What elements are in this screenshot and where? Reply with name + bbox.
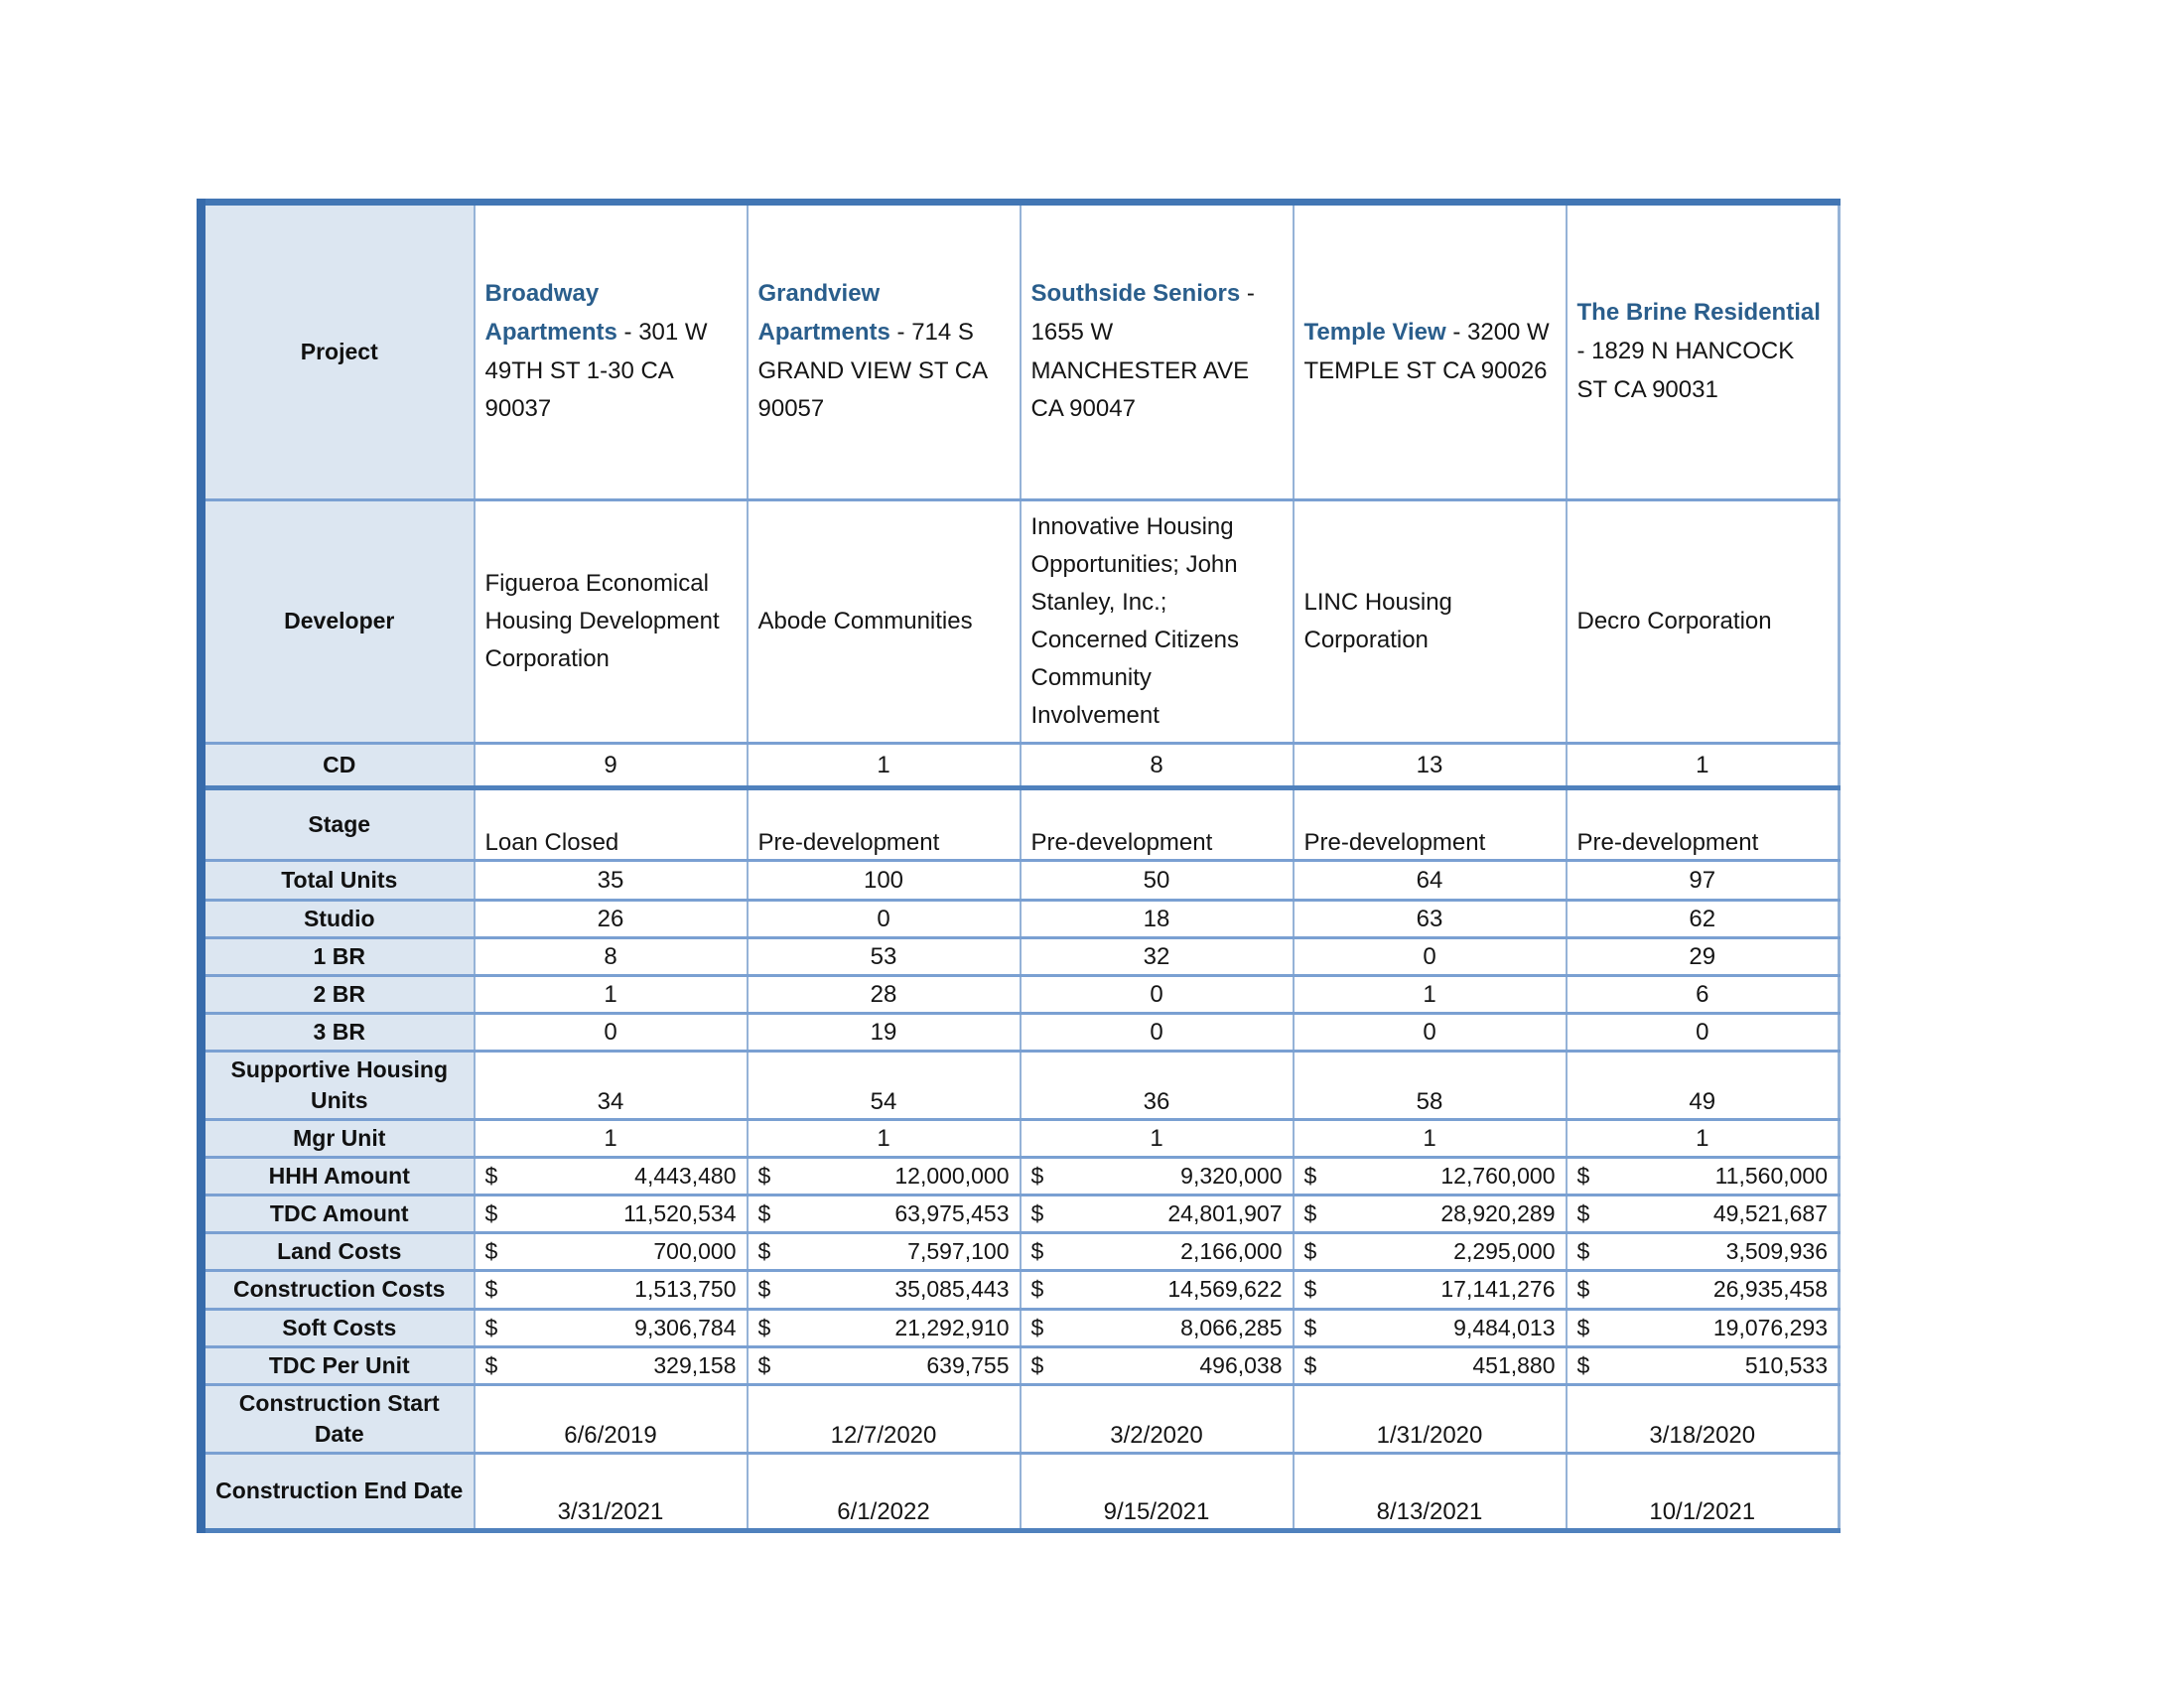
- project-name: Southside Seniors: [1030, 279, 1241, 307]
- cell-soft_costs-col5: [1567, 1309, 1840, 1346]
- cell-developer-col3: Innovative Housing Opportunities; John Stanley, Inc.; Concerned Citizens Community Involvement: [1021, 500, 1294, 744]
- cell-mgr-col2: 1: [748, 1120, 1021, 1158]
- currency-symbol: $: [1030, 1200, 1044, 1227]
- table-row-end_date: [202, 1453, 1840, 1530]
- money-value: [1031, 1200, 1283, 1227]
- cell-tdc-col5: [1567, 1196, 1840, 1233]
- cell-tdc_per_unit-col4: [1294, 1346, 1567, 1384]
- currency-symbol: $: [1303, 1351, 1317, 1378]
- cell-total_units-col4: 64: [1294, 861, 1567, 901]
- amount: 14,569,622: [1167, 1276, 1283, 1303]
- table-row-construction_costs: [202, 1271, 1840, 1309]
- amount: 2,166,000: [1180, 1238, 1283, 1265]
- cell-cd-col1: 9: [475, 744, 748, 788]
- cell-tdc-col4: [1294, 1196, 1567, 1233]
- currency-symbol: $: [1030, 1238, 1044, 1265]
- cell-cd-col2: 1: [748, 744, 1021, 788]
- amount: 9,320,000: [1180, 1163, 1283, 1190]
- amount: 700,000: [653, 1238, 737, 1265]
- cell-studio-col5: 62: [1567, 901, 1840, 938]
- row-header-br3: 3 BR: [202, 1014, 475, 1052]
- currency-symbol: $: [484, 1314, 498, 1340]
- money-value: [758, 1315, 1010, 1341]
- cell-mgr-col1: 1: [475, 1120, 748, 1158]
- money-value: [1577, 1276, 1829, 1303]
- table-row-tdc: [202, 1196, 1840, 1233]
- cell-br3-col1: 0: [475, 1014, 748, 1052]
- cell-stage-col4: Pre-development: [1294, 788, 1567, 861]
- cell-br3-col3: 0: [1021, 1014, 1294, 1052]
- cell-soft_costs-col3: [1021, 1309, 1294, 1346]
- money-value: [1031, 1163, 1283, 1190]
- table-row-land: [202, 1233, 1840, 1271]
- amount: 63,975,453: [894, 1200, 1010, 1227]
- project-address: - 1829 N HANCOCK ST CA 90031: [1576, 338, 1795, 403]
- cell-project-col2: [748, 203, 1021, 500]
- currency-symbol: $: [757, 1314, 771, 1340]
- amount: 1,513,750: [634, 1276, 737, 1303]
- cell-end_date-col1: 3/31/2021: [475, 1453, 748, 1530]
- money-value: [758, 1352, 1010, 1379]
- money-value: [1304, 1238, 1556, 1265]
- money-value: [1577, 1315, 1829, 1341]
- cell-br2-col1: 1: [475, 976, 748, 1014]
- row-header-end_date: Construction End Date: [202, 1453, 475, 1530]
- amount: 49,521,687: [1712, 1200, 1828, 1227]
- amount: 11,560,000: [1714, 1163, 1828, 1190]
- cell-end_date-col3: 9/15/2021: [1021, 1453, 1294, 1530]
- cell-hhh-col1: [475, 1158, 748, 1196]
- currency-symbol: $: [1303, 1314, 1317, 1340]
- currency-symbol: $: [1576, 1200, 1590, 1227]
- money-value: [1304, 1200, 1556, 1227]
- currency-symbol: $: [757, 1200, 771, 1227]
- currency-symbol: $: [1303, 1276, 1317, 1303]
- table-row-br3: [202, 1014, 1840, 1052]
- currency-symbol: $: [1030, 1314, 1044, 1340]
- currency-symbol: $: [1576, 1276, 1590, 1303]
- project-address: - 1655 W MANCHESTER AVE CA 90047: [1030, 279, 1255, 423]
- cell-start_date-col4: 1/31/2020: [1294, 1384, 1567, 1453]
- cell-total_units-col1: 35: [475, 861, 748, 901]
- amount: 12,760,000: [1440, 1163, 1556, 1190]
- amount: 639,755: [926, 1351, 1010, 1378]
- project-name: Grandview Apartments: [757, 279, 890, 346]
- currency-symbol: $: [1030, 1351, 1044, 1378]
- cell-developer-col1: Figueroa Economical Housing Development Corporation: [475, 500, 748, 744]
- cell-cd-col5: 1: [1567, 744, 1840, 788]
- amount: 510,533: [1744, 1351, 1828, 1378]
- currency-symbol: $: [1303, 1200, 1317, 1227]
- project-address: - 714 S GRAND VIEW ST CA 90057: [757, 318, 987, 423]
- money-value: [1577, 1200, 1829, 1227]
- money-value: [758, 1163, 1010, 1190]
- amount: 24,801,907: [1167, 1200, 1283, 1227]
- amount: 9,306,784: [634, 1314, 737, 1340]
- amount: 7,597,100: [907, 1238, 1010, 1265]
- cell-hhh-col4: [1294, 1158, 1567, 1196]
- table-row-br2: [202, 976, 1840, 1014]
- amount: 21,292,910: [894, 1314, 1010, 1340]
- project-address: - 3200 W TEMPLE ST CA 90026: [1303, 318, 1550, 384]
- money-value: [485, 1163, 737, 1190]
- cell-mgr-col5: 1: [1567, 1120, 1840, 1158]
- table-row-start_date: [202, 1384, 1840, 1453]
- cell-soft_costs-col4: [1294, 1309, 1567, 1346]
- amount: 329,158: [653, 1351, 737, 1378]
- money-value: [758, 1238, 1010, 1265]
- cell-tdc_per_unit-col3: [1021, 1346, 1294, 1384]
- cell-tdc_per_unit-col1: [475, 1346, 748, 1384]
- row-header-land: Land Costs: [202, 1233, 475, 1271]
- cell-br3-col4: 0: [1294, 1014, 1567, 1052]
- cell-total_units-col2: 100: [748, 861, 1021, 901]
- cell-studio-col4: 63: [1294, 901, 1567, 938]
- amount: 19,076,293: [1712, 1314, 1828, 1340]
- cell-end_date-col4: 8/13/2021: [1294, 1453, 1567, 1530]
- table-row-studio: [202, 901, 1840, 938]
- amount: 2,295,000: [1453, 1238, 1556, 1265]
- cell-supportive-col5: 49: [1567, 1052, 1840, 1120]
- cell-studio-col2: 0: [748, 901, 1021, 938]
- row-header-supportive: Supportive Housing Units: [202, 1052, 475, 1120]
- currency-symbol: $: [1576, 1314, 1590, 1340]
- cell-start_date-col5: 3/18/2020: [1567, 1384, 1840, 1453]
- row-header-hhh: HHH Amount: [202, 1158, 475, 1196]
- amount: 17,141,276: [1440, 1276, 1556, 1303]
- cell-br1-col2: 53: [748, 938, 1021, 976]
- table-row-project: [202, 203, 1840, 500]
- cell-tdc-col3: [1021, 1196, 1294, 1233]
- cell-br3-col2: 19: [748, 1014, 1021, 1052]
- cell-land-col5: [1567, 1233, 1840, 1271]
- cell-cd-col3: 8: [1021, 744, 1294, 788]
- money-value: [758, 1200, 1010, 1227]
- money-value: [1304, 1163, 1556, 1190]
- currency-symbol: $: [1303, 1163, 1317, 1190]
- table-row-cd: [202, 744, 1840, 788]
- cell-project-col5: [1567, 203, 1840, 500]
- cell-hhh-col2: [748, 1158, 1021, 1196]
- cell-studio-col1: 26: [475, 901, 748, 938]
- amount: 8,066,285: [1180, 1314, 1283, 1340]
- table-row-developer: [202, 500, 1840, 744]
- row-header-tdc_per_unit: TDC Per Unit: [202, 1346, 475, 1384]
- amount: 28,920,289: [1440, 1200, 1556, 1227]
- cell-br1-col5: 29: [1567, 938, 1840, 976]
- cell-br2-col5: 6: [1567, 976, 1840, 1014]
- cell-stage-col5: Pre-development: [1567, 788, 1840, 861]
- row-header-stage: Stage: [202, 788, 475, 861]
- money-value: [1031, 1238, 1283, 1265]
- cell-br1-col4: 0: [1294, 938, 1567, 976]
- amount: 496,038: [1199, 1351, 1283, 1378]
- cell-br1-col1: 8: [475, 938, 748, 976]
- cell-stage-col2: Pre-development: [748, 788, 1021, 861]
- cell-developer-col2: Abode Communities: [748, 500, 1021, 744]
- cell-br2-col2: 28: [748, 976, 1021, 1014]
- currency-symbol: $: [757, 1163, 771, 1190]
- table-row-supportive: [202, 1052, 1840, 1120]
- cell-land-col1: [475, 1233, 748, 1271]
- row-header-total_units: Total Units: [202, 861, 475, 901]
- projects-table: [197, 199, 1841, 1533]
- cell-land-col2: [748, 1233, 1021, 1271]
- currency-symbol: $: [1576, 1238, 1590, 1265]
- cell-start_date-col1: 6/6/2019: [475, 1384, 748, 1453]
- currency-symbol: $: [757, 1276, 771, 1303]
- cell-tdc_per_unit-col2: [748, 1346, 1021, 1384]
- cell-mgr-col3: 1: [1021, 1120, 1294, 1158]
- cell-construction_costs-col1: [475, 1271, 748, 1309]
- table-row-stage: [202, 788, 1840, 861]
- money-value: [1577, 1163, 1829, 1190]
- cell-supportive-col4: 58: [1294, 1052, 1567, 1120]
- money-value: [1304, 1315, 1556, 1341]
- money-value: [1577, 1352, 1829, 1379]
- currency-symbol: $: [484, 1276, 498, 1303]
- money-value: [485, 1238, 737, 1265]
- table-row-soft_costs: [202, 1309, 1840, 1346]
- money-value: [485, 1200, 737, 1227]
- cell-br2-col4: 1: [1294, 976, 1567, 1014]
- currency-symbol: $: [1030, 1163, 1044, 1190]
- currency-symbol: $: [757, 1238, 771, 1265]
- money-value: [1031, 1276, 1283, 1303]
- money-value: [1031, 1352, 1283, 1379]
- cell-soft_costs-col1: [475, 1309, 748, 1346]
- currency-symbol: $: [484, 1200, 498, 1227]
- cell-project-col1: [475, 203, 748, 500]
- cell-construction_costs-col4: [1294, 1271, 1567, 1309]
- amount: 3,509,936: [1725, 1238, 1828, 1265]
- cell-developer-col4: LINC Housing Corporation: [1294, 500, 1567, 744]
- money-value: [1031, 1315, 1283, 1341]
- cell-tdc-col2: [748, 1196, 1021, 1233]
- cell-land-col3: [1021, 1233, 1294, 1271]
- amount: 12,000,000: [894, 1163, 1010, 1190]
- amount: 4,443,480: [634, 1163, 737, 1190]
- cell-soft_costs-col2: [748, 1309, 1021, 1346]
- money-value: [485, 1315, 737, 1341]
- money-value: [758, 1276, 1010, 1303]
- cell-hhh-col5: [1567, 1158, 1840, 1196]
- amount: 35,085,443: [894, 1276, 1010, 1303]
- cell-supportive-col3: 36: [1021, 1052, 1294, 1120]
- amount: 26,935,458: [1712, 1276, 1828, 1303]
- cell-br1-col3: 32: [1021, 938, 1294, 976]
- amount: 9,484,013: [1453, 1314, 1556, 1340]
- currency-symbol: $: [757, 1351, 771, 1378]
- currency-symbol: $: [484, 1238, 498, 1265]
- money-value: [1304, 1352, 1556, 1379]
- row-header-studio: Studio: [202, 901, 475, 938]
- money-value: [1304, 1276, 1556, 1303]
- row-header-mgr: Mgr Unit: [202, 1120, 475, 1158]
- row-header-developer: Developer: [202, 500, 475, 744]
- cell-studio-col3: 18: [1021, 901, 1294, 938]
- cell-start_date-col3: 3/2/2020: [1021, 1384, 1294, 1453]
- cell-br3-col5: 0: [1567, 1014, 1840, 1052]
- cell-construction_costs-col3: [1021, 1271, 1294, 1309]
- amount: 11,520,534: [623, 1200, 737, 1227]
- row-header-start_date: Construction Start Date: [202, 1384, 475, 1453]
- row-header-project: Project: [202, 203, 475, 500]
- cell-stage-col1: Loan Closed: [475, 788, 748, 861]
- cell-cd-col4: 13: [1294, 744, 1567, 788]
- currency-symbol: $: [1030, 1276, 1044, 1303]
- row-header-construction_costs: Construction Costs: [202, 1271, 475, 1309]
- cell-supportive-col1: 34: [475, 1052, 748, 1120]
- cell-tdc_per_unit-col5: [1567, 1346, 1840, 1384]
- row-header-tdc: TDC Amount: [202, 1196, 475, 1233]
- table-row-br1: [202, 938, 1840, 976]
- cell-stage-col3: Pre-development: [1021, 788, 1294, 861]
- cell-project-col3: [1021, 203, 1294, 500]
- cell-mgr-col4: 1: [1294, 1120, 1567, 1158]
- money-value: [1577, 1238, 1829, 1265]
- cell-developer-col5: Decro Corporation: [1567, 500, 1840, 744]
- cell-project-col4: [1294, 203, 1567, 500]
- projects-table-body: [202, 203, 1840, 1531]
- currency-symbol: $: [484, 1351, 498, 1378]
- table-row-total_units: [202, 861, 1840, 901]
- currency-symbol: $: [1303, 1238, 1317, 1265]
- table-row-mgr: [202, 1120, 1840, 1158]
- row-header-cd: CD: [202, 744, 475, 788]
- amount: 451,880: [1472, 1351, 1556, 1378]
- currency-symbol: $: [484, 1163, 498, 1190]
- currency-symbol: $: [1576, 1351, 1590, 1378]
- cell-hhh-col3: [1021, 1158, 1294, 1196]
- cell-construction_costs-col2: [748, 1271, 1021, 1309]
- table-row-hhh: [202, 1158, 1840, 1196]
- cell-supportive-col2: 54: [748, 1052, 1021, 1120]
- currency-symbol: $: [1576, 1163, 1590, 1190]
- row-header-soft_costs: Soft Costs: [202, 1309, 475, 1346]
- project-name: The Brine Residential: [1576, 299, 1821, 327]
- project-address: - 301 W 49TH ST 1-30 CA 90037: [484, 318, 708, 423]
- cell-end_date-col5: 10/1/2021: [1567, 1453, 1840, 1530]
- cell-total_units-col3: 50: [1021, 861, 1294, 901]
- row-header-br2: 2 BR: [202, 976, 475, 1014]
- cell-br2-col3: 0: [1021, 976, 1294, 1014]
- money-value: [485, 1352, 737, 1379]
- money-value: [485, 1276, 737, 1303]
- table-row-tdc_per_unit: [202, 1346, 1840, 1384]
- project-name: Broadway Apartments: [484, 279, 617, 346]
- row-header-br1: 1 BR: [202, 938, 475, 976]
- project-name: Temple View: [1303, 318, 1446, 346]
- cell-total_units-col5: 97: [1567, 861, 1840, 901]
- cell-start_date-col2: 12/7/2020: [748, 1384, 1021, 1453]
- cell-land-col4: [1294, 1233, 1567, 1271]
- cell-end_date-col2: 6/1/2022: [748, 1453, 1021, 1530]
- cell-construction_costs-col5: [1567, 1271, 1840, 1309]
- cell-tdc-col1: [475, 1196, 748, 1233]
